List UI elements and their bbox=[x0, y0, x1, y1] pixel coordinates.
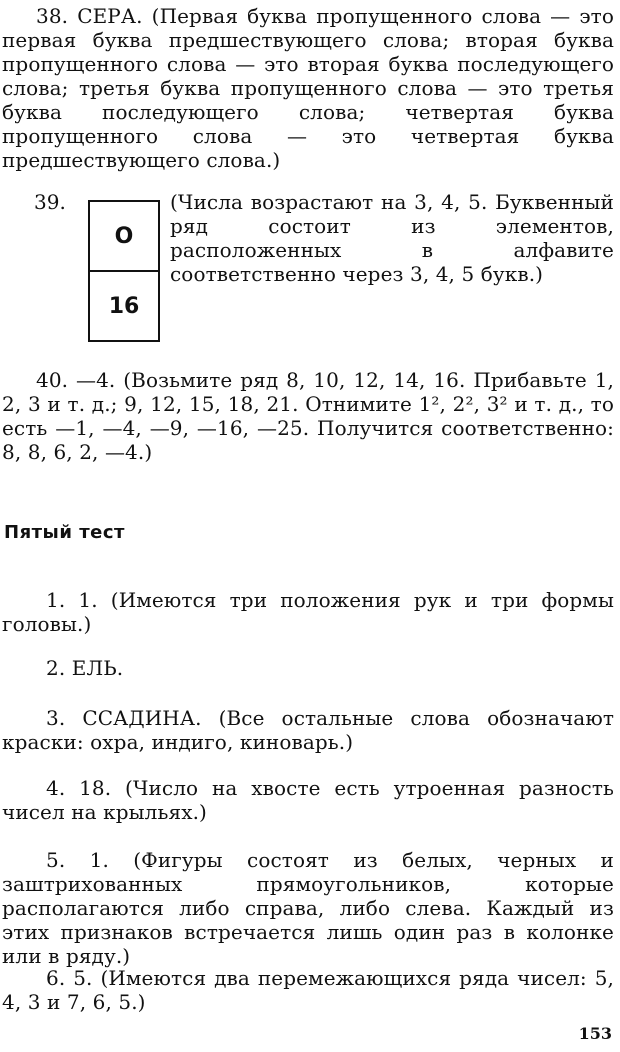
answer-38: 38. СЕРА. (Первая буква пропущенного слова — это первая буква предшествующего слова; вторая буква пропущенного слова — это вторая буква последующего слова; третья буква пропущенного слова — это третья буква последующего слова; четвертая буква пропущенного слова — это четвертая буква предшествующего слова.) bbox=[2, 4, 614, 172]
fifth-test-answer-3: 3. ССАДИНА. (Все остальные слова обозначают краски: охра, индиго, киноварь.) bbox=[2, 706, 614, 754]
fifth-test-answer-2: 2. ЕЛЬ. bbox=[46, 656, 124, 680]
page-number: 153 bbox=[578, 1024, 612, 1043]
fifth-test-answer-1: 1. 1. (Имеются три положения рук и три формы головы.) bbox=[2, 588, 614, 636]
answer-39-box-bottom: 16 bbox=[88, 270, 160, 342]
fifth-test-answer-5: 5. 1. (Фигуры состоят из белых, черных и заштрихованных прямоугольников, которые располагаются либо справа, либо слева. Каждый из этих признаков встречается лишь один раз в колонке или в ряду.) bbox=[2, 848, 614, 968]
answer-39-number: 39. bbox=[34, 190, 66, 214]
answer-39-box-top: О bbox=[88, 200, 160, 272]
fifth-test-answer-4: 4. 18. (Число на хвосте есть утроенная разность чисел на крыльях.) bbox=[2, 776, 614, 824]
answer-40: 40. —4. (Возьмите ряд 8, 10, 12, 14, 16. Прибавьте 1, 2, 3 и т. д.; 9, 12, 15, 18, 21. Отнимите 1², 2², 3² и т. д., то есть —1, —4, —9, —16, —25. Получится соответственно: 8, 8, 6, 2, —4.) bbox=[2, 368, 614, 464]
answer-39-explanation: (Числа возрастают на 3, 4, 5. Буквенный ряд состоит из элементов, расположенных в алфавите соответственно через 3, 4, 5 букв.) bbox=[170, 190, 614, 286]
section-heading: Пятый тест bbox=[4, 522, 125, 543]
fifth-test-answer-6: 6. 5. (Имеются два перемежающихся ряда чисел: 5, 4, 3 и 7, 6, 5.) bbox=[2, 966, 614, 1014]
